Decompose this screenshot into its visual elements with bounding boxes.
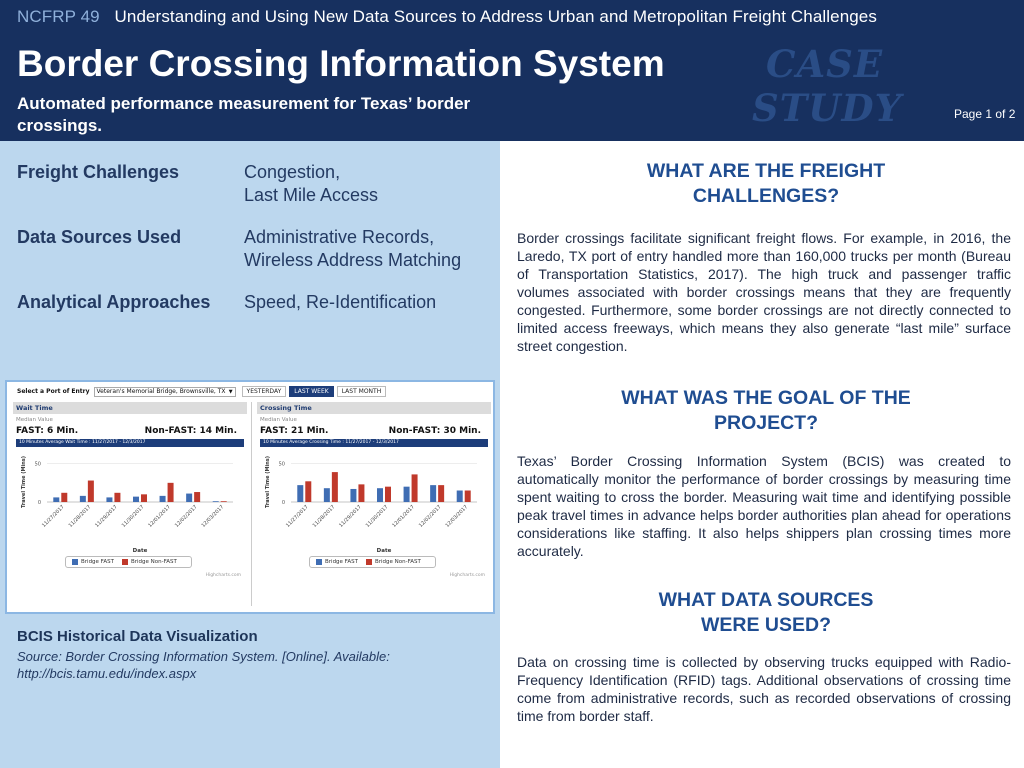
y-tick-label: 0 [37, 500, 41, 506]
x-tick-label: 11/28/2017 [311, 504, 337, 529]
y-tick-label: 0 [281, 500, 285, 506]
last-week-button[interactable]: LAST WEEK [289, 386, 333, 397]
y-tick-label: 50 [34, 461, 41, 468]
legend-label: Bridge Non-FAST [374, 559, 421, 565]
median-label: Median Value [260, 417, 297, 423]
summary-value-line: Last Mile Access [244, 185, 379, 205]
legend-swatch [366, 559, 372, 565]
bar-fast [160, 496, 166, 502]
page-subtitle: Automated performance measurement for Texas’ border crossings. [17, 94, 471, 135]
legend-label: Bridge FAST [325, 559, 358, 565]
bar-fast [133, 497, 139, 502]
page-title: Border Crossing Information System [17, 43, 665, 84]
nonfast-median: Non-FAST: 14 Min. [144, 426, 237, 436]
bar-nonfast [194, 492, 200, 502]
bar-fast [324, 488, 330, 502]
legend-item-nonfast[interactable] [122, 559, 177, 565]
series-id: NCFRP 49 [17, 7, 100, 26]
x-tick-label: 11/30/2017 [120, 504, 146, 529]
panel-divider [251, 402, 252, 606]
case-study-badge [752, 42, 902, 130]
port-select-value: Veteran's Memorial Bridge, Brownsville, TX [96, 387, 226, 395]
x-tick-label: 12/01/2017 [391, 504, 416, 529]
legend-swatch [316, 559, 322, 565]
bar-nonfast [358, 484, 364, 502]
bar-nonfast [412, 474, 418, 502]
summary-value [244, 161, 378, 207]
port-select[interactable] [94, 387, 236, 397]
summary-row-challenges [17, 161, 487, 207]
legend-item-nonfast[interactable] [366, 559, 421, 565]
median-label: Median Value [16, 417, 53, 423]
x-tick-label: 11/28/2017 [67, 504, 93, 529]
summary-value-line: Administrative Records, [244, 227, 435, 247]
left-column [0, 141, 500, 768]
bar-nonfast [305, 481, 311, 502]
caption-source: Source: Border Crossing Information System. [Online]. Available: http://bcis.tamu.edu/index.aspx [17, 649, 390, 681]
x-tick-label: 11/29/2017 [338, 504, 363, 529]
legend-swatch [122, 559, 128, 565]
x-axis-title: Date [132, 548, 148, 554]
summary-value [244, 226, 461, 272]
x-tick-label: 12/02/2017 [417, 504, 443, 529]
y-axis-title: Travel Time (Mins) [265, 455, 271, 509]
x-tick-label: 11/27/2017 [41, 504, 66, 529]
bar-nonfast [385, 487, 391, 502]
summary-row-data-sources [17, 226, 487, 272]
fast-median: FAST: 6 Min. [16, 426, 79, 436]
legend-swatch [72, 559, 78, 565]
bar-fast [430, 485, 436, 502]
chart-legend [309, 556, 436, 568]
summary-row-approaches [17, 291, 487, 314]
last-month-button[interactable]: LAST MONTH [337, 386, 387, 397]
crossing-time-panel [257, 402, 491, 602]
bar-nonfast [438, 485, 444, 502]
summary-label: Data Sources Used [17, 227, 182, 247]
x-tick-label: 11/30/2017 [364, 504, 390, 529]
caption-title: BCIS Historical Data Visualization [17, 628, 258, 645]
bar-fast [404, 487, 410, 502]
bar-nonfast [221, 501, 227, 502]
section-body: Texas’ Border Crossing Information System (BCIS) was created to automatically monitor the performance of border crossings by measuring time spent waiting to cross the border. Measuring wait time and identifying possible peak travel times in advance helps border authorities plan ahead for operations considerations like staffing. It also helps shippers plan crossing times more accurately. [517, 453, 1011, 559]
x-tick-label: 12/03/2017 [444, 504, 470, 529]
summary-label: Freight Challenges [17, 162, 180, 182]
bar-fast [350, 489, 356, 502]
fast-median: FAST: 21 Min. [260, 426, 329, 436]
legend-item-fast[interactable] [72, 559, 114, 565]
x-tick-label: 11/27/2017 [285, 504, 310, 529]
median-values [257, 425, 491, 439]
section-heading: WHAT DATA SOURCES WERE USED? [658, 589, 874, 636]
summary-value [244, 291, 436, 314]
wait-time-panel [13, 402, 247, 602]
legend-label: Bridge FAST [81, 559, 114, 565]
bar-fast [186, 494, 192, 502]
bar-nonfast [332, 472, 338, 502]
crossing-time-chart [257, 448, 491, 558]
wait-time-chart [13, 448, 247, 558]
bar-fast [106, 497, 112, 502]
right-column [500, 141, 1024, 768]
report-title: Understanding and Using New Data Sources to Address Urban and Metropolitan Freight Challenges [114, 7, 877, 26]
bar-nonfast [61, 493, 67, 502]
bar-nonfast [168, 483, 174, 502]
legend-label: Bridge Non-FAST [130, 559, 177, 565]
summary-value-line: Wireless Address Matching [244, 250, 462, 270]
bcis-dashboard-image [5, 380, 495, 614]
summary-value-line: Speed, Re-Identification [244, 292, 437, 312]
x-tick-label: 11/29/2017 [94, 504, 119, 529]
highcharts-credit[interactable]: Highcharts.com [449, 573, 485, 578]
section-heading: WHAT WAS THE GOAL OF THE PROJECT? [621, 387, 911, 434]
y-axis-title: Travel Time (Mins) [21, 455, 27, 509]
bar-nonfast [114, 493, 120, 502]
bar-fast [377, 488, 383, 502]
bar-fast [80, 496, 86, 502]
bar-fast [297, 485, 303, 502]
median-values [13, 425, 247, 439]
bar-fast [53, 497, 59, 502]
figure-caption [17, 628, 487, 682]
x-axis-title: Date [376, 548, 392, 554]
panel-title: Crossing Time [257, 402, 491, 414]
summary-label: Analytical Approaches [17, 292, 211, 312]
x-tick-label: 12/03/2017 [200, 504, 226, 529]
y-tick-label: 50 [278, 461, 285, 468]
badge-line-1: CASE [766, 42, 884, 86]
bar-fast [457, 491, 463, 503]
chevron-down-icon: ▼ [228, 388, 233, 395]
bar-nonfast [88, 481, 94, 502]
average-period-bar: 10 Minutes Average Wait Time : 11/27/2017 - 12/3/2017 [16, 439, 244, 447]
average-period-bar: 10 Minutes Average Crossing Time : 11/27/2017 - 12/3/2017 [260, 439, 488, 447]
x-tick-label: 12/02/2017 [173, 504, 199, 529]
bar-nonfast [141, 494, 147, 502]
section-heading: WHAT ARE THE FREIGHT CHALLENGES? [646, 160, 886, 207]
port-select-label: Select a Port of Entry [17, 388, 90, 395]
panel-title: Wait Time [13, 402, 247, 414]
section-body: Data on crossing time is collected by observing trucks equipped with Radio-Frequency Identification (RFID) tags. Additional observations of crossing time come from administrative records, such as recorded observations of crossing time from border staff. [517, 654, 1011, 724]
legend-item-fast[interactable] [316, 559, 358, 565]
page-number: Page 1 of 2 [954, 107, 1016, 121]
section-body: Border crossings facilitate significant freight flows. For example, in 2016, the Laredo, TX port of entry handled more than 160,000 trucks per month (Bureau of Transportation Statistics, 2017). The high truck and passenger traffic volumes associated with border crossings means that they are frequently congested. Furthermore, some border crossings are not directly connected to limited access freeways, which means they also generate “last mile” surface street congestion. [517, 230, 1011, 354]
nonfast-median: Non-FAST: 30 Min. [388, 426, 481, 436]
chart-legend [65, 556, 192, 568]
bcis-toolbar [17, 386, 389, 397]
summary-table [17, 161, 487, 333]
report-line [17, 7, 877, 27]
badge-line-2: STUDY [752, 86, 903, 130]
x-tick-label: 12/01/2017 [147, 504, 172, 529]
bar-nonfast [465, 491, 471, 503]
highcharts-credit[interactable]: Highcharts.com [205, 573, 241, 578]
yesterday-button[interactable]: YESTERDAY [242, 386, 287, 397]
bar-fast [213, 501, 219, 502]
summary-value-line: Congestion, [244, 162, 341, 182]
header-banner [0, 0, 1024, 141]
